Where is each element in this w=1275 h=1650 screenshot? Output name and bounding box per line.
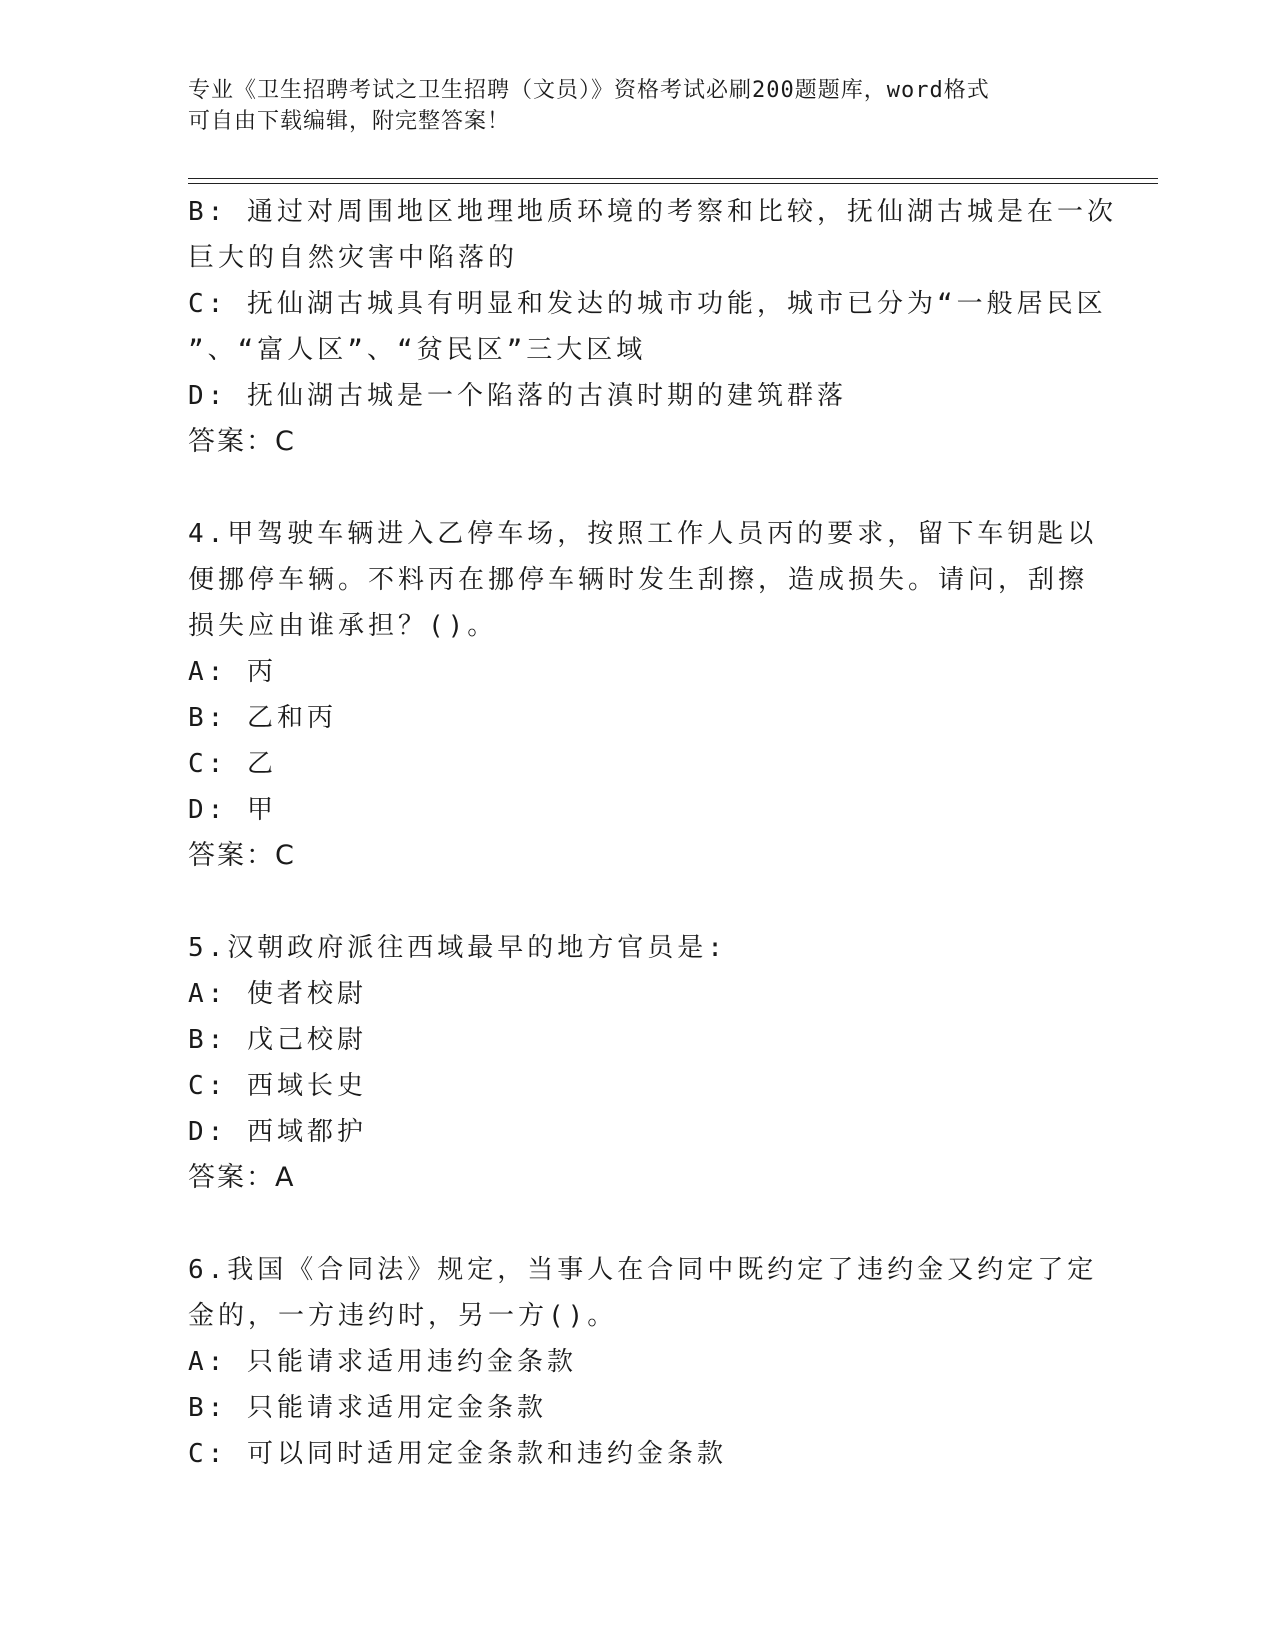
question-5 — [188, 925, 1088, 1201]
option-a: A: 使者校尉 — [188, 979, 367, 1009]
option-b: B: 乙和丙 — [188, 703, 337, 733]
question-text-line: ”、“富人区”、“贫民区”三大区域 — [188, 335, 647, 365]
question-4 — [188, 511, 1098, 879]
header-divider-bottom — [188, 183, 1158, 184]
question-stem: 5.汉朝政府派往西域最早的地方官员是: — [188, 933, 727, 963]
question-content — [188, 189, 1117, 1477]
question-6 — [188, 1247, 1098, 1477]
header-line-1: 专业《卫生招聘考试之卫生招聘（文员）》资格考试必刷200题题库，word格式 — [188, 78, 990, 103]
header-line-2: 可自由下载编辑，附完整答案！ — [188, 109, 511, 134]
option-d: D: 甲 — [188, 795, 277, 825]
option-a: A: 丙 — [188, 657, 277, 687]
option-a: A: 只能请求适用违约金条款 — [188, 1347, 577, 1377]
question-text-line: 巨大的自然灾害中陷落的 — [188, 243, 519, 273]
option-c: C: 西域长史 — [188, 1071, 367, 1101]
question-text-line: C: 抚仙湖古城具有明显和发达的城市功能，城市已分为“一般居民区 — [188, 289, 1107, 319]
answer-label: 答案：C — [188, 840, 296, 871]
question-stem: 4.甲驾驶车辆进入乙停车场，按照工作人员丙的要求，留下车钥匙以 — [188, 519, 1098, 549]
option-d: D: 西域都护 — [188, 1117, 367, 1147]
option-d: D: 抚仙湖古城是一个陷落的古滇时期的建筑群落 — [188, 381, 847, 411]
answer-label: 答案：A — [188, 1162, 296, 1193]
option-b: B: 戊己校尉 — [188, 1025, 367, 1055]
option-c: C: 可以同时适用定金条款和违约金条款 — [188, 1439, 727, 1469]
option-c: C: 乙 — [188, 749, 277, 779]
question-stem: 6.我国《合同法》规定，当事人在合同中既约定了违约金又约定了定 — [188, 1255, 1098, 1285]
question-stem: 金的，一方违约时，另一方()。 — [188, 1301, 618, 1331]
header-divider-top — [188, 178, 1158, 179]
document-header — [188, 75, 1088, 137]
answer-label: 答案：C — [188, 426, 296, 457]
question-stem: 便挪停车辆。不料丙在挪停车辆时发生刮擦，造成损失。请问，刮擦 — [188, 565, 1089, 595]
question-3-continued — [188, 189, 1117, 465]
question-text-line: B: 通过对周围地区地理地质环境的考察和比较，抚仙湖古城是在一次 — [188, 197, 1117, 227]
question-stem: 损失应由谁承担？()。 — [188, 611, 498, 641]
option-b: B: 只能请求适用定金条款 — [188, 1393, 547, 1423]
